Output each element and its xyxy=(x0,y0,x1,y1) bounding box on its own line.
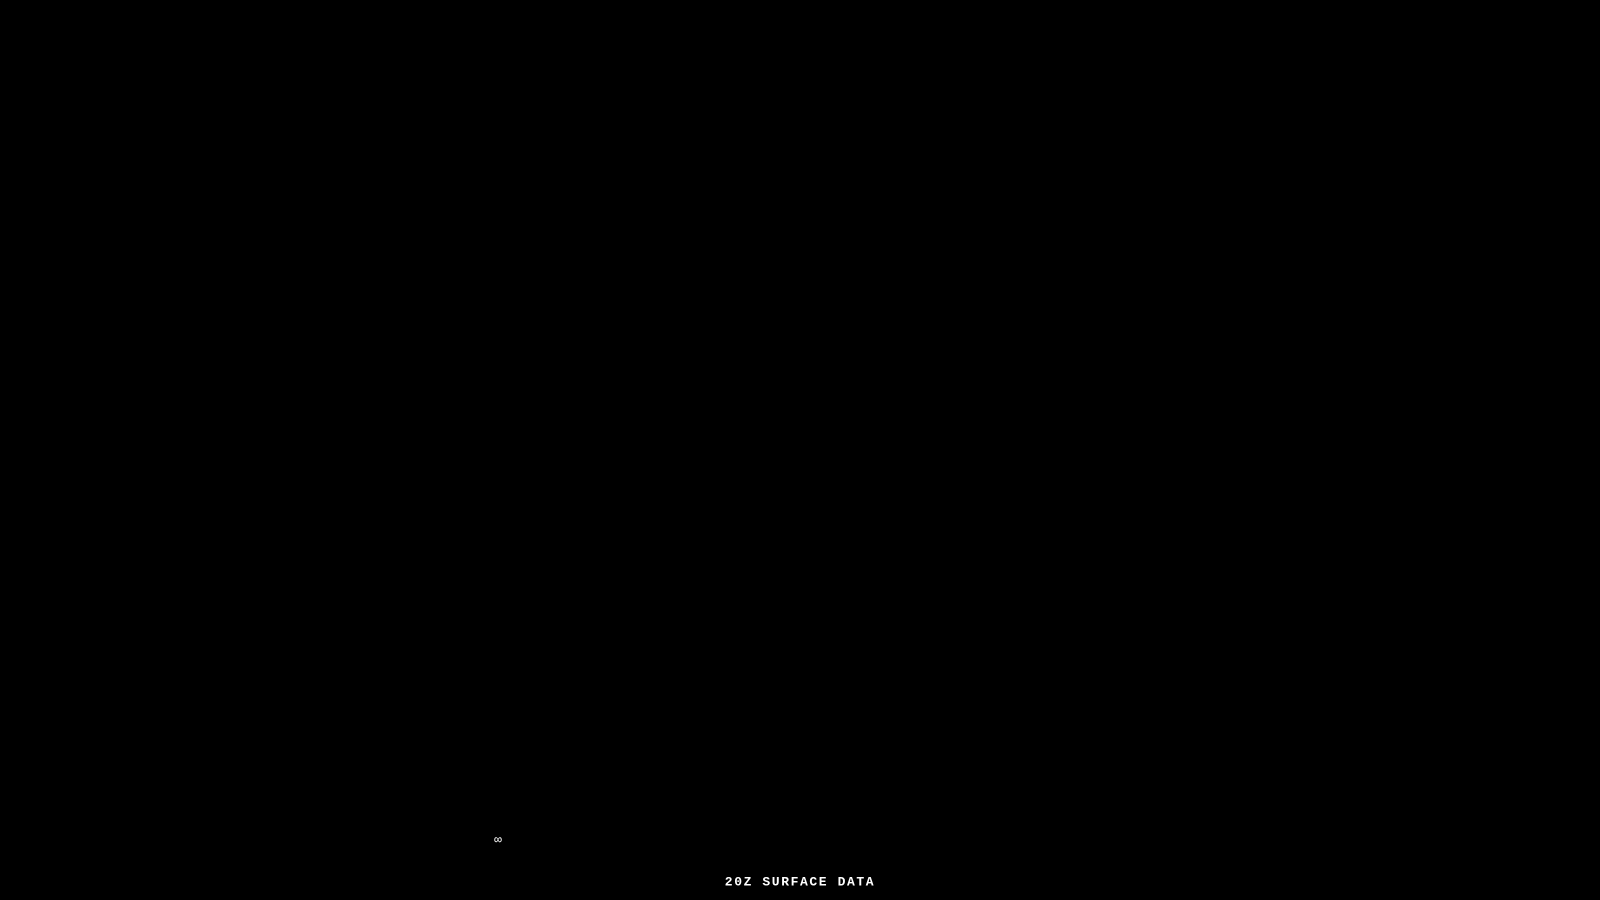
station-plot-symbol-icon: ∞ xyxy=(494,832,502,848)
map-caption-label: 20Z SURFACE DATA xyxy=(724,874,876,890)
